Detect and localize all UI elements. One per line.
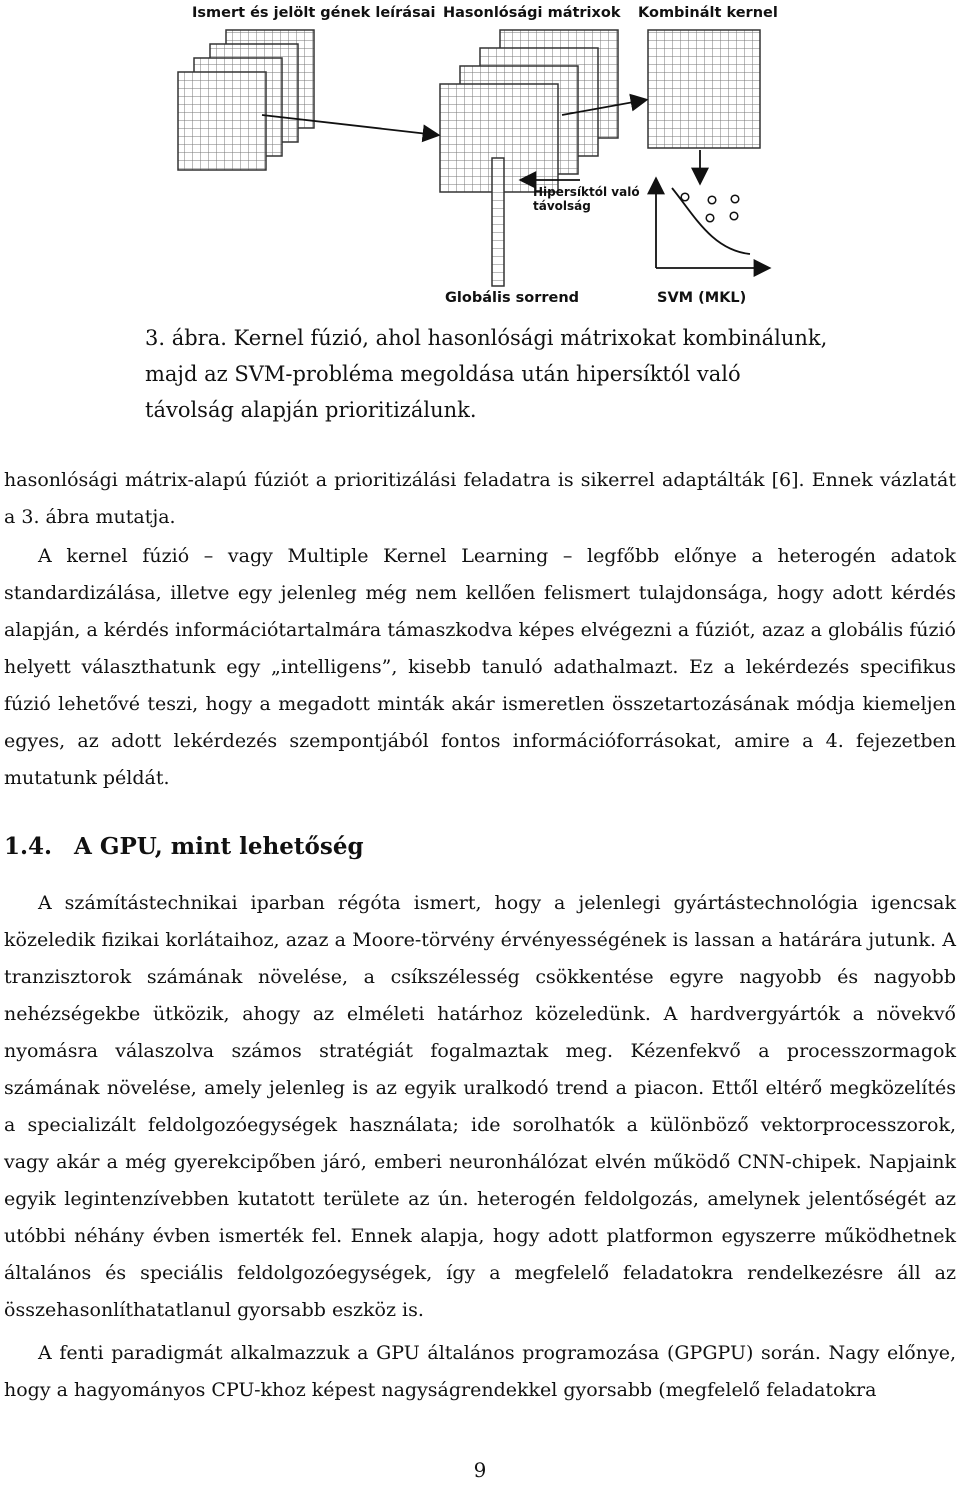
global-ranking-column [492,158,504,286]
figure-label-svm-mkl: SVM (MKL) [657,290,747,306]
section-heading [4,833,364,860]
page-number: 9 [473,1458,487,1482]
figure-label-combined-kernel: Kombinált kernel [638,5,778,21]
svm-plot [656,180,768,268]
section-title: A GPU, mint lehetőség [74,833,364,860]
kernel-fusion-figure [0,0,960,310]
figure-label-gene-descriptions: Ismert és jelölt gének leírásai [192,5,436,21]
paragraph-4: A fenti paradigmát alkalmazzuk a GPU általános programozása (GPGPU) során. Nagy előnye, hogy a hagyományos CPU-khoz képest nagyságrendekkel gyorsabb (megfelelő feladatokra [4,1342,956,1401]
paragraph-3: A számítástechnikai iparban régóta ismert, hogy a jelenlegi gyártástechnológia igencsak közeledik fizikai korlátaihoz, azaz a Moore-törvény érvényességének is lassan a határára jutunk. A tranzisztorok számának növelése, a csíkszélesség csökkentése egyre nagyobb és nagyobb nehézségekbe ütközik, ahogy az elméleti határhoz közeledünk. A hardvergyártók a növekvő nyomásra válaszolva számos stratégiát fogalmaztak meg. Kézenfekvő a processzormagok számának növelése, amely jelenleg is az egyik uralkodó trend a piacon. Ettől eltérő megközelítés a specializált feldolgozóegységek használata; ide sorolhatók a különböző vektorprocesszorok, vagy akár a még gyerekcipőben járó, emberi neuronhálózat elvén működő CNN-chipek. Napjaink egyik legintenzívebben kutatott területe az ún. heterogén feldolgozás, amelynek jelentőségét az utóbbi néhány évben ismerték fel. Ennek alapja, hogy adott platformon egyszerre működhetnek általános és speciális feldolgozóegységek, így a megfelelő feladatokra rendelkezésre áll az összehasonlíthatatlanul gyorsabb eszköz is. [4,892,956,1321]
similarity-matrices [440,30,618,192]
description-tables [178,30,314,170]
paragraph-2: A kernel fúzió – vagy Multiple Kernel Learning – legfőbb előnye a heterogén adatok standardizálása, illetve egy jelenleg még nem kellően felismert tulajdonsága, hogy adott kérdés alapján, a kérdés információtartalmára támaszkodva képes elvégezni a fúziót, azaz a globális fúzió helyett választhatunk egy „intelligens”, kisebb tanuló adathalmazt. Ez a lekérdezés specifikus fúzió lehetővé teszi, hogy a megadott minták akár ismeretlen összetartozásának módja kiemeljen egyes, az adott lekérdezés szempontjából fontos információforrásokat, amire a 4. fejezetben mutatunk példát. [4,545,956,789]
figure-label-hyperplane-distance-2: távolság [533,199,591,213]
figure-label-hyperplane-distance-1: Hipersíktól való [533,185,640,199]
combined-kernel-matrix [648,30,760,148]
figure-caption: 3. ábra. Kernel fúzió, ahol hasonlósági mátrixokat kombinálunk, majd az SVM-probléma megoldása után hipersíktól való távolság alapján prioritizálunk. [145,326,828,422]
figure-label-similarity-matrices: Hasonlósági mátrixok [443,5,621,21]
figure-label-global-order: Globális sorrend [445,290,580,306]
paragraph-1: hasonlósági mátrix-alapú fúziót a prioritizálási feladatra is sikerrel adaptálták [6]. Ennek vázlatát a 3. ábra mutatja. [4,469,956,528]
section-number: 1.4. [4,833,53,860]
